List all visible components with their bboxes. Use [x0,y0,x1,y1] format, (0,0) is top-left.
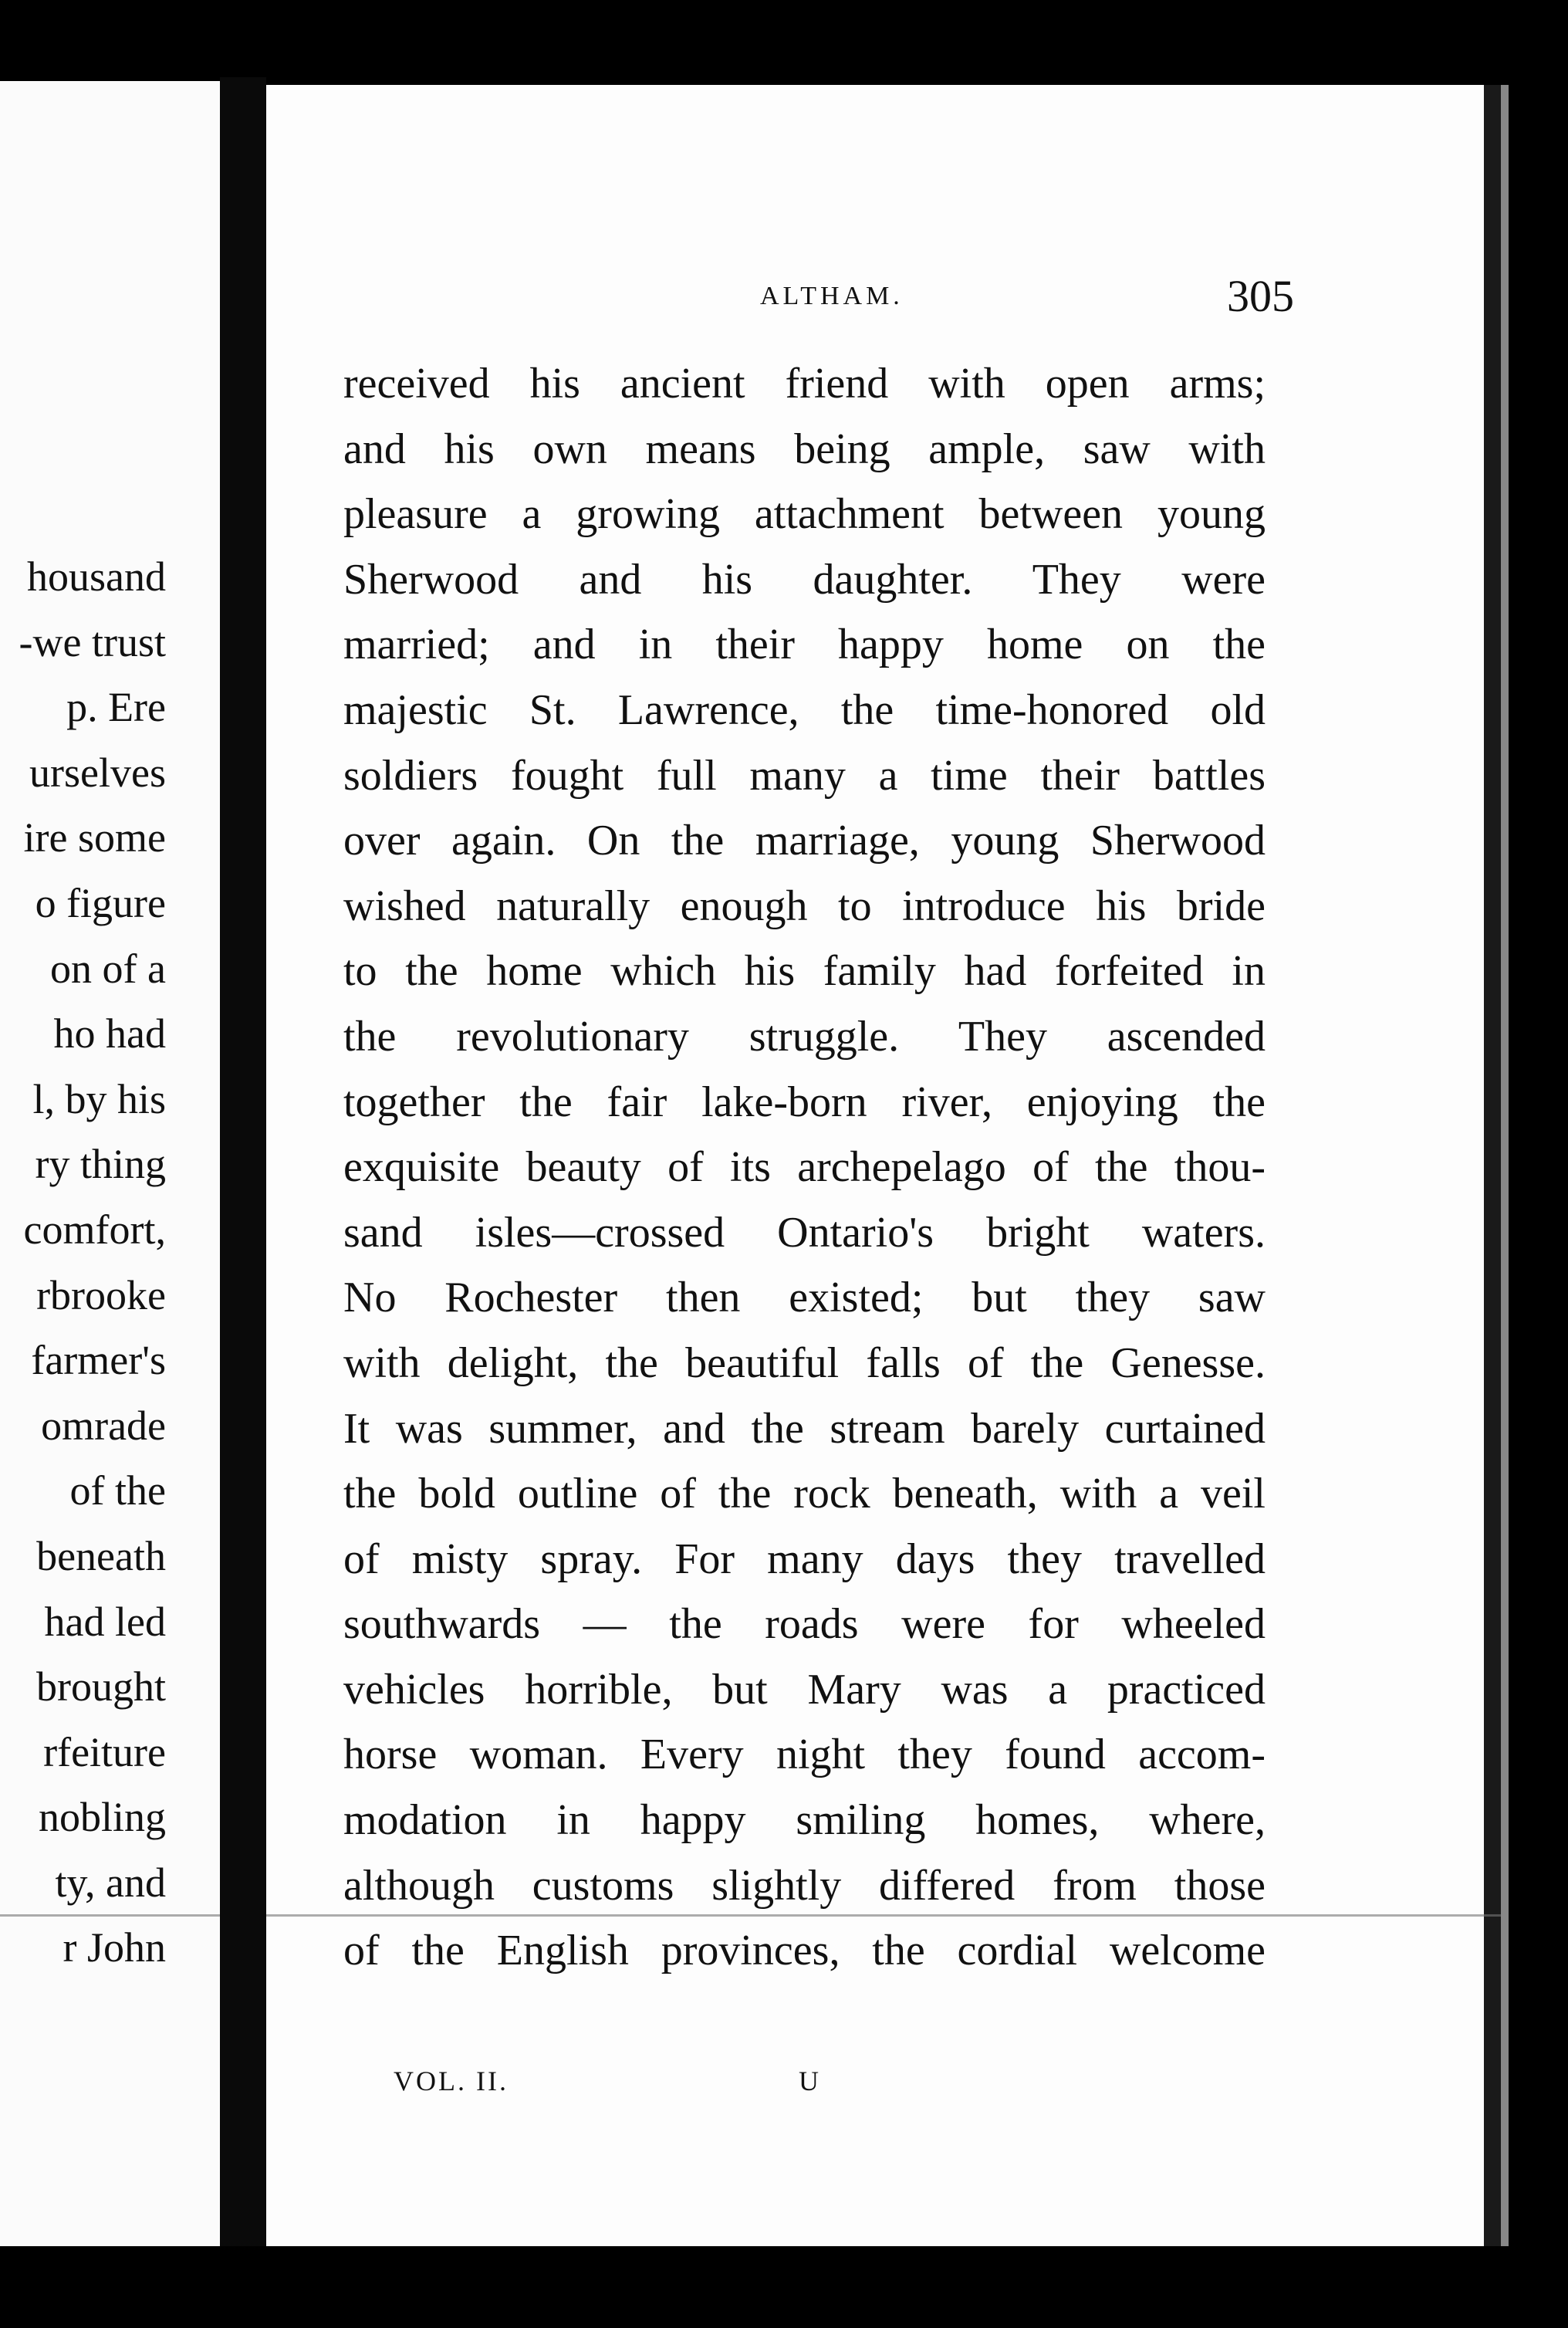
text-line: sand isles—crossed Ontario's bright waters. [343,1208,1266,1257]
text-line: to the home which his family had forfeited in [343,947,1266,996]
footer-volume: VOL. II. [394,2066,509,2096]
scan-artifact-line [266,1914,1501,1917]
running-head: ALTHAM. [760,282,904,310]
left-line: ty, and [55,1859,166,1906]
main-page [266,85,1501,2246]
left-line: rbrooke [36,1271,166,1318]
text-line: modation in happy smiling homes, where, [343,1796,1266,1845]
text-line: wished naturally enough to introduce his bride [343,881,1266,930]
left-line: of the [69,1467,166,1514]
left-line: ire some [23,814,166,861]
text-line: of the English provinces, the cordial welcome [343,1927,1266,1975]
left-line: p. Ere [66,684,166,731]
text-line: soldiers fought full many a time their battles [343,751,1266,800]
text-line: majestic St. Lawrence, the time-honored old [343,685,1266,734]
text-line: together the fair lake-born river, enjoying the [343,1078,1266,1126]
text-line: horse woman. Every night they found accom- [343,1731,1266,1779]
text-line: received his ancient friend with open arms; [343,360,1266,408]
text-line: of misty spray. For many days they travelled [343,1535,1266,1583]
text-line: southwards — the roads were for wheeled [343,1600,1266,1649]
body-text [343,351,1266,1984]
left-line: l, by his [32,1075,166,1122]
left-line: omrade [41,1402,166,1449]
book-gutter [220,77,266,2246]
left-line: beneath [36,1532,166,1579]
text-line: It was summer, and the stream barely curtained [343,1404,1266,1453]
left-line: brought [36,1663,166,1710]
left-line: ry thing [35,1141,166,1188]
left-line: comfort, [23,1206,166,1253]
page-number: 305 [1227,271,1294,321]
page-edge [1501,85,1509,2246]
left-line: urselves [29,749,166,796]
text-line: married; and in their happy home on the [343,621,1266,669]
left-line: nobling [38,1794,166,1841]
left-line: rfeiture [43,1728,166,1775]
left-line: r John [63,1924,166,1971]
text-line: with delight, the beautiful falls of the Genesse. [343,1338,1266,1387]
left-page [0,81,226,2246]
text-line: Sherwood and his daughter. They were [343,555,1266,604]
text-line: pleasure a growing attachment between young [343,490,1266,539]
left-line: on of a [50,945,166,992]
left-line: -we trust [19,618,166,665]
footer-signature-mark: U [799,2066,819,2096]
left-page-text [0,544,166,1981]
text-line: the bold outline of the rock beneath, with a veil [343,1470,1266,1518]
text-line: vehicles horrible, but Mary was a practiced [343,1665,1266,1714]
left-line: ho had [53,1010,166,1057]
left-line: had led [44,1598,166,1645]
left-line: housand [27,553,166,600]
text-line: the revolutionary struggle. They ascended [343,1012,1266,1061]
text-line: No Rochester then existed; but they saw [343,1274,1266,1322]
text-line: and his own means being ample, saw with [343,425,1266,473]
left-line: o figure [35,879,166,926]
text-line: exquisite beauty of its archepelago of the thou- [343,1143,1266,1192]
left-line: farmer's [31,1337,166,1384]
text-line: although customs slightly differed from those [343,1861,1266,1910]
text-line: over again. On the marriage, young Sherwood [343,817,1266,865]
scan-artifact-line [0,1914,220,1917]
